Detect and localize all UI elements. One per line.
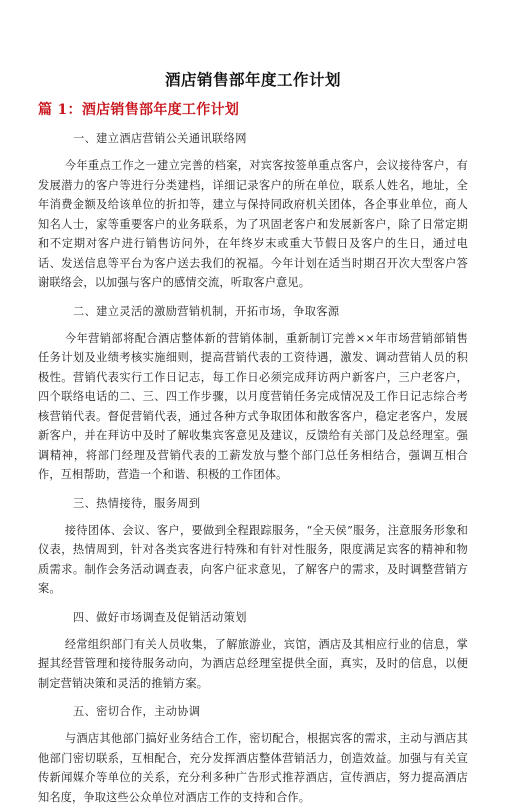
section-paragraph: 接待团体、会议、客户，要做到全程跟踪服务，“全天侯”服务，注意服务形象和仪表，热情周到，针对各类宾客进行特殊和有针对性服务，限度满足宾客的精神和物质需求。制作会务活动调查表，向客户征求意见，了解客户的需求，及时调整营销方案。 (38, 523, 468, 595)
document-title: 酒店销售部年度工作计划 (164, 70, 341, 89)
part-title: 篇 1：酒店销售部年度工作计划 (38, 102, 240, 118)
section-1 (38, 130, 468, 293)
section-heading: 五、密切合作，主动协调 (73, 705, 201, 718)
section-2 (38, 303, 468, 485)
section-heading: 三、热情接待，服务周到 (73, 496, 201, 510)
section-paragraph: 与酒店其他部门搞好业务结合工作，密切配合，根据宾客的需求，主动与酒店其他部门密切联系，互相配合，充分发挥酒店整体营销活力，创造效益。加强与有关宣传新闻媒介等单位的关系，充分利多种广告形式推荐酒店，宣传酒店，努力提高酒店知名度，争取这些公众单位对酒店工作的支持和合作。 (38, 732, 468, 804)
section-paragraph: 今年重点工作之一建立完善的档案，对宾客按签单重点客户，会议接待客户，有发展潜力的客户等进行分类建档，详细记录客户的所在单位，联系人姓名，地址，全年消费金额及给该单位的折扣等，建立与保持同政府机关团体，各企事业单位，商人知名人士，家等重要客户的业务联系，为了巩固老客户和发展新客户，除了日常定期和不定期对客户进行销售访问外，在年终岁末或重大节假日及客户的生日，通过电话、发送信息等平台为客户送去我们的祝福。今年计划在适当时期召开次大型客户答谢联络会，以加强与客户的感情交流，听取客户意见。 (38, 159, 468, 289)
section-heading: 四、做好市场调查及促销活动策划 (73, 610, 247, 624)
section-5 (38, 703, 468, 807)
section-paragraph: 经常组织部门有关人员收集，了解旅游业，宾馆，酒店及其相应行业的信息，掌握其经营管理和接待服务动向，为酒店总经理室提供全面，真实，及时的信息，以便制定营销决策和灵活的推销方案。 (38, 637, 468, 690)
section-heading: 一、建立酒店营销公关通讯联络网 (73, 132, 247, 145)
section-3 (38, 495, 468, 599)
section-heading: 二、建立灵活的激励营销机制，开拓市场，争取客源 (73, 304, 340, 318)
section-paragraph: 今年营销部将配合酒店整体新的营销体制，重新制订完善××年市场营销部销售任务计划及业绩考核实施细则，提高营销代表的工资待遇，激发、调动营销人员的积极性。营销代表实行工作日记志，每工作日必须完成拜访两户新客户，三户老客户，四个联络电话的二、三、四工作步骤，以月度营销任务完成情况及工作日记志综合考核营销代表。督促营销代表，通过各种方式争取团体和散客客户，稳定老客户，发展新客户，并在拜访中及时了解收集宾客意见及建议，反馈给有关部门及总经理室。强调精神，将部门经理及营销代表的工薪发放与整个部门总任务相结合，强调互相合作，互相帮助，营造一个和谐、积极的工作团体。 (38, 331, 468, 481)
section-4 (38, 609, 468, 694)
